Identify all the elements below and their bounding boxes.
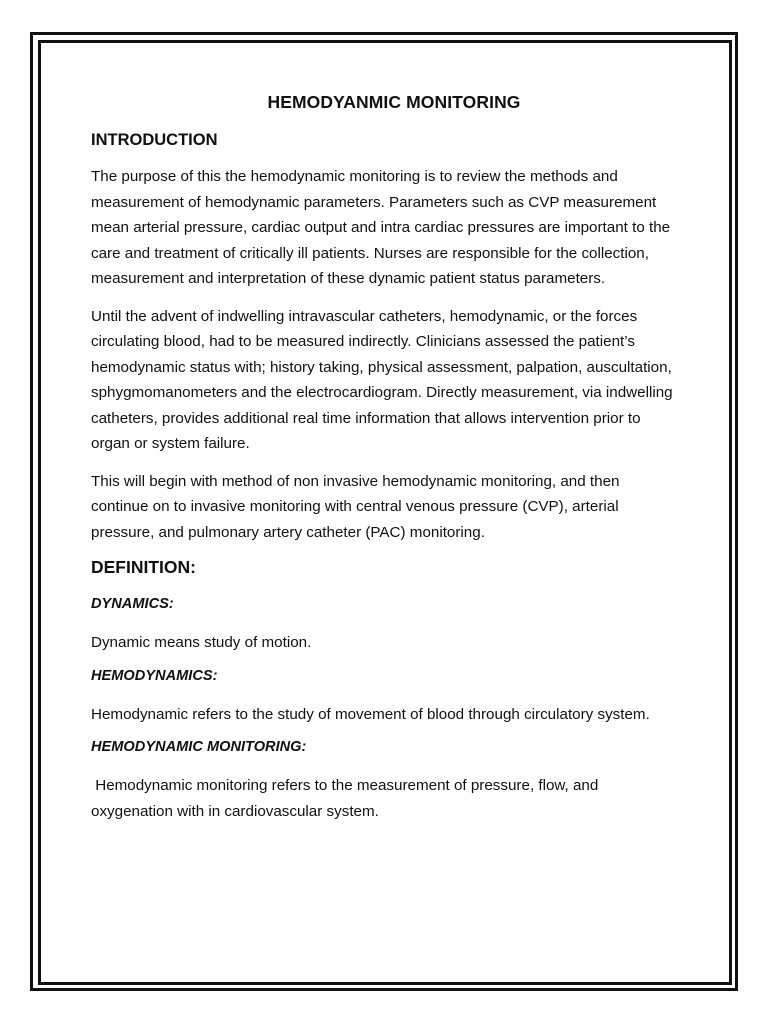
definition-term-hemodynamic-monitoring: HEMODYNAMIC MONITORING: (91, 739, 307, 755)
definition-term-hemodynamics: HEMODYNAMICS: (91, 667, 218, 684)
definition-text-dynamics: Dynamic means study of motion. (91, 634, 312, 651)
document-title: HEMODYANMIC MONITORING (267, 92, 521, 112)
definition-heading: DEFINITION: (91, 557, 196, 577)
definition-text-hemodynamics: Hemodynamic refers to the study of movement of blood through circulatory system. (91, 705, 650, 723)
document-body (91, 92, 681, 836)
definition-term-dynamics: DYNAMICS: (91, 596, 174, 612)
intro-paragraph-3: This will begin with method of non invasive hemodynamic monitoring, and then continue on to invasive monitoring with central venous pressure (CVP), arterial pressure, and pulmonary artery catheter (PAC) monitoring. (91, 472, 620, 541)
definition-text-hemodynamic-monitoring: Hemodynamic monitoring refers to the measurement of pressure, flow, and oxygenation with in cardiovascular system. (91, 777, 599, 820)
intro-paragraph-2: Until the advent of indwelling intravascular catheters, hemodynamic, or the forces circulating blood, had to be measured indirectly. Clinicians assessed the patient’s hemodynamic status with; history taking, physical assessment, palpation, auscultation, sphygmomanometers and the electrocardiogram. Directly measurement, via indwelling catheters, provides additional real time information that allows intervention prior to organ or system failure. (91, 307, 673, 452)
intro-paragraph-1: The purpose of this the hemodynamic monitoring is to review the methods and measurement of hemodynamic parameters. Parameters such as CVP measurement mean arterial pressure, cardiac output and intra cardiac pressures are important to the care and treatment of critically ill patients. Nurses are responsible for the collection, measurement and interpretation of these dynamic patient status parameters. (91, 168, 671, 287)
introduction-heading: INTRODUCTION (91, 131, 218, 149)
